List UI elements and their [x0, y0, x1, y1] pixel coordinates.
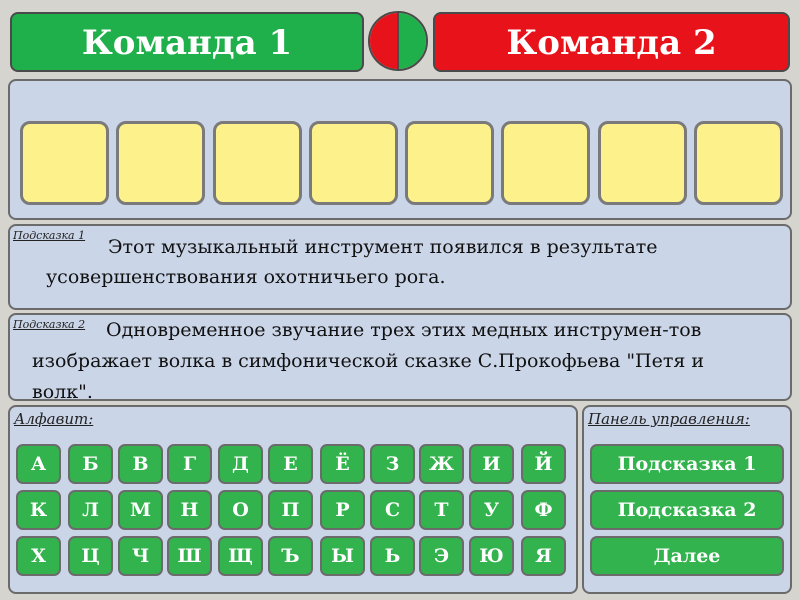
letter-button[interactable]: Я	[521, 536, 566, 576]
letter-button[interactable]: Ы	[320, 536, 365, 576]
letter-button[interactable]: Т	[419, 490, 464, 530]
letter-button[interactable]: Л	[68, 490, 113, 530]
hint-1-text: Этот музыкальный инструмент появился в результате усовершенствования охотничьего рога.	[46, 236, 658, 288]
team-2-button[interactable]: Команда 2	[433, 12, 790, 72]
control-panel-label: Панель управления:	[588, 410, 750, 428]
letter-button[interactable]: А	[16, 444, 61, 484]
letter-button[interactable]: И	[469, 444, 514, 484]
letter-button[interactable]: С	[370, 490, 415, 530]
hint-1-panel	[8, 224, 792, 310]
letter-button[interactable]: Й	[521, 444, 566, 484]
letter-button[interactable]: Ъ	[268, 536, 313, 576]
letter-button[interactable]: П	[268, 490, 313, 530]
hint-2-panel	[8, 313, 792, 401]
hint-2-button[interactable]: Подсказка 2	[590, 490, 784, 530]
letter-button[interactable]: О	[218, 490, 263, 530]
team-1-button[interactable]: Команда 1	[10, 12, 364, 72]
letter-cell-7[interactable]	[598, 121, 687, 205]
letter-cell-3[interactable]	[213, 121, 302, 205]
letter-button[interactable]: Щ	[218, 536, 263, 576]
letter-button[interactable]: З	[370, 444, 415, 484]
hint-1-button[interactable]: Подсказка 1	[590, 444, 784, 484]
letter-button[interactable]: М	[118, 490, 163, 530]
ball-green-half	[398, 13, 426, 69]
letter-button[interactable]: Ь	[370, 536, 415, 576]
ball-red-half	[370, 13, 398, 69]
letter-button[interactable]: В	[118, 444, 163, 484]
letter-button[interactable]: Ё	[320, 444, 365, 484]
word-panel	[8, 79, 792, 220]
alphabet-panel	[8, 405, 578, 594]
hint-2-tag: Подсказка 2	[13, 318, 86, 331]
letter-cell-8[interactable]	[694, 121, 783, 205]
hint-1-tag: Подсказка 1	[13, 229, 86, 242]
letter-cell-5[interactable]	[405, 121, 494, 205]
letter-button[interactable]: Н	[167, 490, 212, 530]
letter-button[interactable]: Х	[16, 536, 61, 576]
letter-button[interactable]: У	[469, 490, 514, 530]
ball-divider	[397, 13, 399, 69]
next-button[interactable]: Далее	[590, 536, 784, 576]
letter-cell-2[interactable]	[116, 121, 205, 205]
letter-button[interactable]: Ф	[521, 490, 566, 530]
letter-button[interactable]: Ч	[118, 536, 163, 576]
letter-cell-4[interactable]	[309, 121, 398, 205]
control-panel	[582, 405, 792, 594]
letter-button[interactable]: К	[16, 490, 61, 530]
hint-2-text: Одновременное звучание трех этих медных инструмен-тов изображает волка в симфонической сказке С.Прокофьева "Петя и волк".	[32, 319, 705, 403]
letter-button[interactable]: Г	[167, 444, 212, 484]
letter-button[interactable]: Е	[268, 444, 313, 484]
letter-button[interactable]: Д	[218, 444, 263, 484]
letter-button[interactable]: Э	[419, 536, 464, 576]
team-indicator-ball	[368, 11, 428, 71]
letter-button[interactable]: Ж	[419, 444, 464, 484]
alphabet-label: Алфавит:	[14, 410, 94, 428]
letter-cell-1[interactable]	[20, 121, 109, 205]
letter-button[interactable]: Ц	[68, 536, 113, 576]
letter-button[interactable]: Ю	[469, 536, 514, 576]
letter-button[interactable]: Р	[320, 490, 365, 530]
letter-button[interactable]: Ш	[167, 536, 212, 576]
letter-cell-6[interactable]	[501, 121, 590, 205]
letter-button[interactable]: Б	[68, 444, 113, 484]
